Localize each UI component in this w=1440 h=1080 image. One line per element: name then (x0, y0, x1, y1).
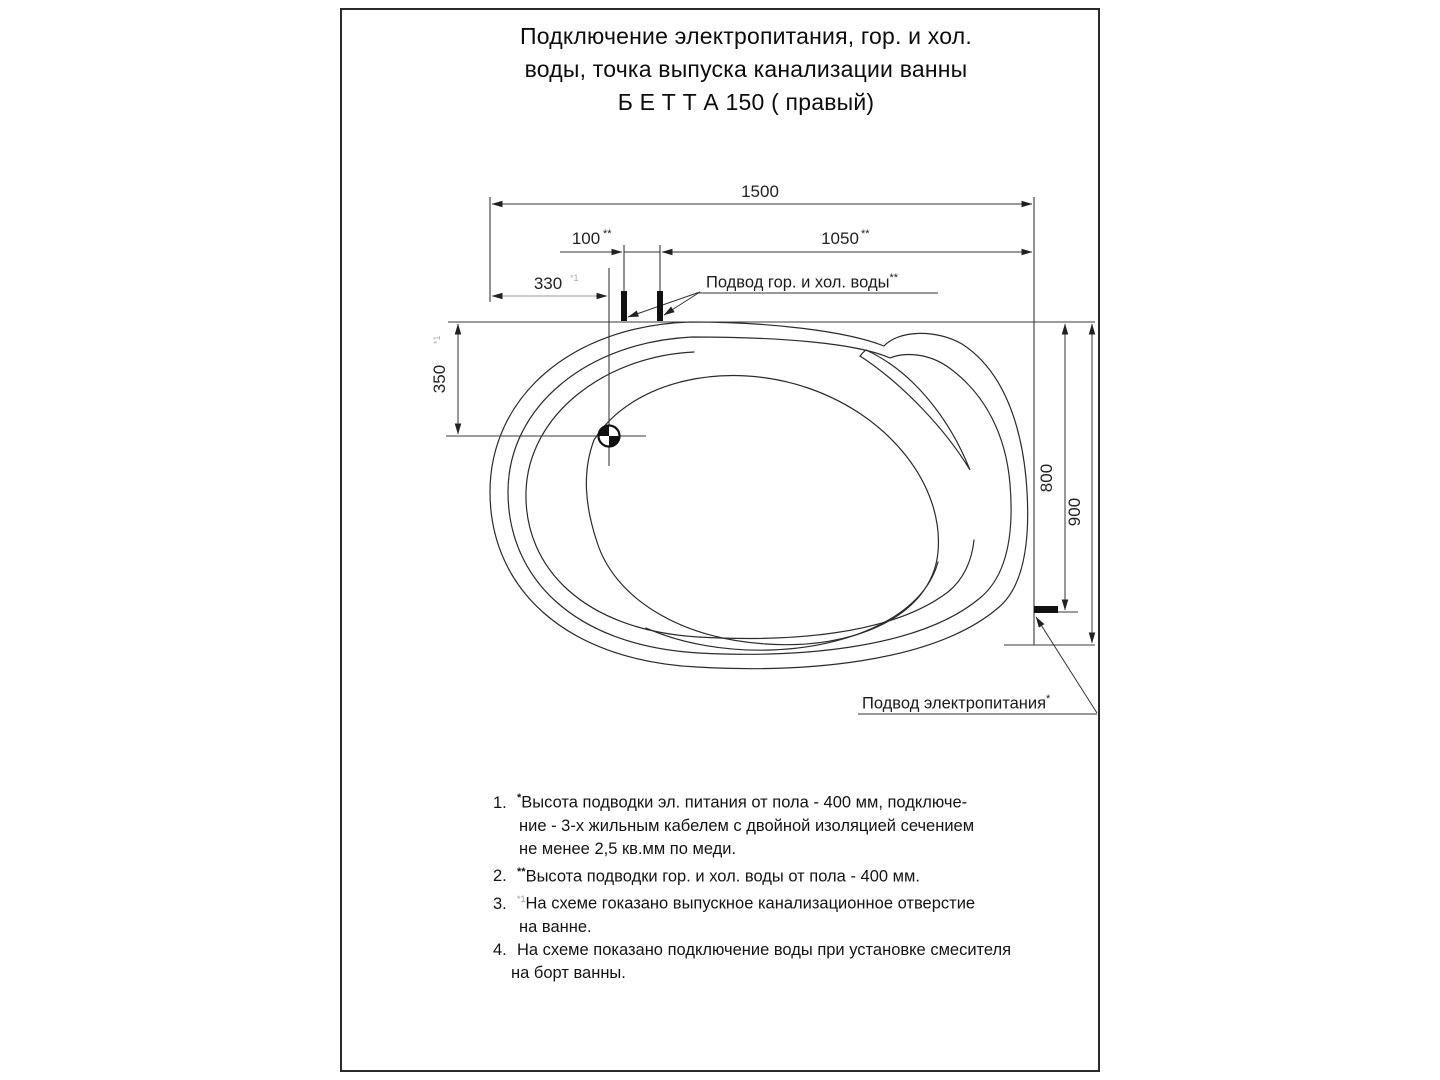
note-2-text-1: Высота подводки гор. и хол. воды от пола - 400 мм. (525, 867, 920, 885)
tub-headrest-crescent (860, 350, 970, 470)
water-leader-2 (664, 292, 700, 315)
bathtub-outline (490, 322, 1028, 669)
note-3-line-2: на ванне. (519, 917, 592, 936)
power-supply-label-text: Подвод электропитания (862, 694, 1047, 713)
dim-text-100: 100 (571, 229, 601, 248)
water-supply-label-text: Подвод гор. и хол. воды (706, 273, 890, 292)
drain-target-symbol (599, 426, 620, 447)
note-4-text-1: На схеме показано подключение воды при установке смесителя (517, 940, 1012, 959)
note-2-number: 2. (493, 867, 507, 885)
power-connection-symbol (1034, 606, 1058, 613)
note-1-line-2: ние - 3-х жильным кабелем с двойной изоляцией сечением (519, 816, 975, 835)
tub-third-rim (526, 352, 974, 638)
note-2-marker: ** (517, 865, 526, 878)
installation-notes (493, 787, 1093, 985)
note-1-line-3: не менее 2,5 кв.мм по меди. (519, 839, 737, 858)
tub-outer-rim (490, 322, 1028, 669)
water-pipe-2-symbol (657, 291, 663, 321)
power-supply-label (862, 693, 1050, 714)
title-line-1: Подключение электропитания, гор. и хол. (520, 23, 972, 49)
note-1-text-1: Высота подводки эл. питания от пола - 400 мм, подключе- (521, 793, 968, 812)
dim-text-100-sup: ** (603, 228, 612, 240)
dim-text-350: 350 (430, 364, 449, 394)
water-supply-label (706, 272, 898, 293)
dim-text-1050-sup: ** (861, 228, 870, 240)
tub-second-rim (508, 337, 1011, 654)
dim-text-350-sup: *1 (432, 335, 442, 344)
power-supply-label-marker: * (1046, 693, 1051, 705)
title-line-2: воды, точка выпуска канализации ванны (524, 56, 968, 82)
note-4-number: 4. (493, 940, 507, 959)
water-leader-1 (628, 292, 700, 317)
tub-inner-bowl (586, 376, 938, 645)
note-1-marker: * (517, 792, 522, 804)
dim-text-1050: 1050 (821, 229, 859, 248)
dim-text-330: 330 (533, 274, 563, 293)
leader-lines (628, 292, 1097, 714)
note-3-text-1: На схеме гоказано выпускное канализационное отверстие (525, 894, 976, 913)
note-3-number: 3. (493, 894, 507, 913)
water-supply-label-marker: ** (889, 272, 899, 284)
note-1-line-1 (493, 787, 1093, 815)
note-2-line-1 (493, 861, 1093, 889)
note-4-line-2: на борт ванны. (511, 963, 626, 982)
note-3-line-1 (493, 888, 1093, 916)
dim-text-1500: 1500 (741, 182, 779, 201)
dim-text-900: 900 (1065, 497, 1084, 527)
note-1-number: 1. (493, 793, 507, 812)
water-pipe-1-symbol (621, 291, 627, 321)
dim-text-330-sup: *1 (570, 273, 579, 283)
note-4-line-1 (493, 939, 1093, 962)
construction-lines (446, 197, 1095, 645)
note-3-marker: *1 (517, 894, 526, 904)
dim-text-800: 800 (1037, 463, 1056, 493)
title-line-3: Б Е Т Т А 150 ( правый) (617, 89, 875, 115)
